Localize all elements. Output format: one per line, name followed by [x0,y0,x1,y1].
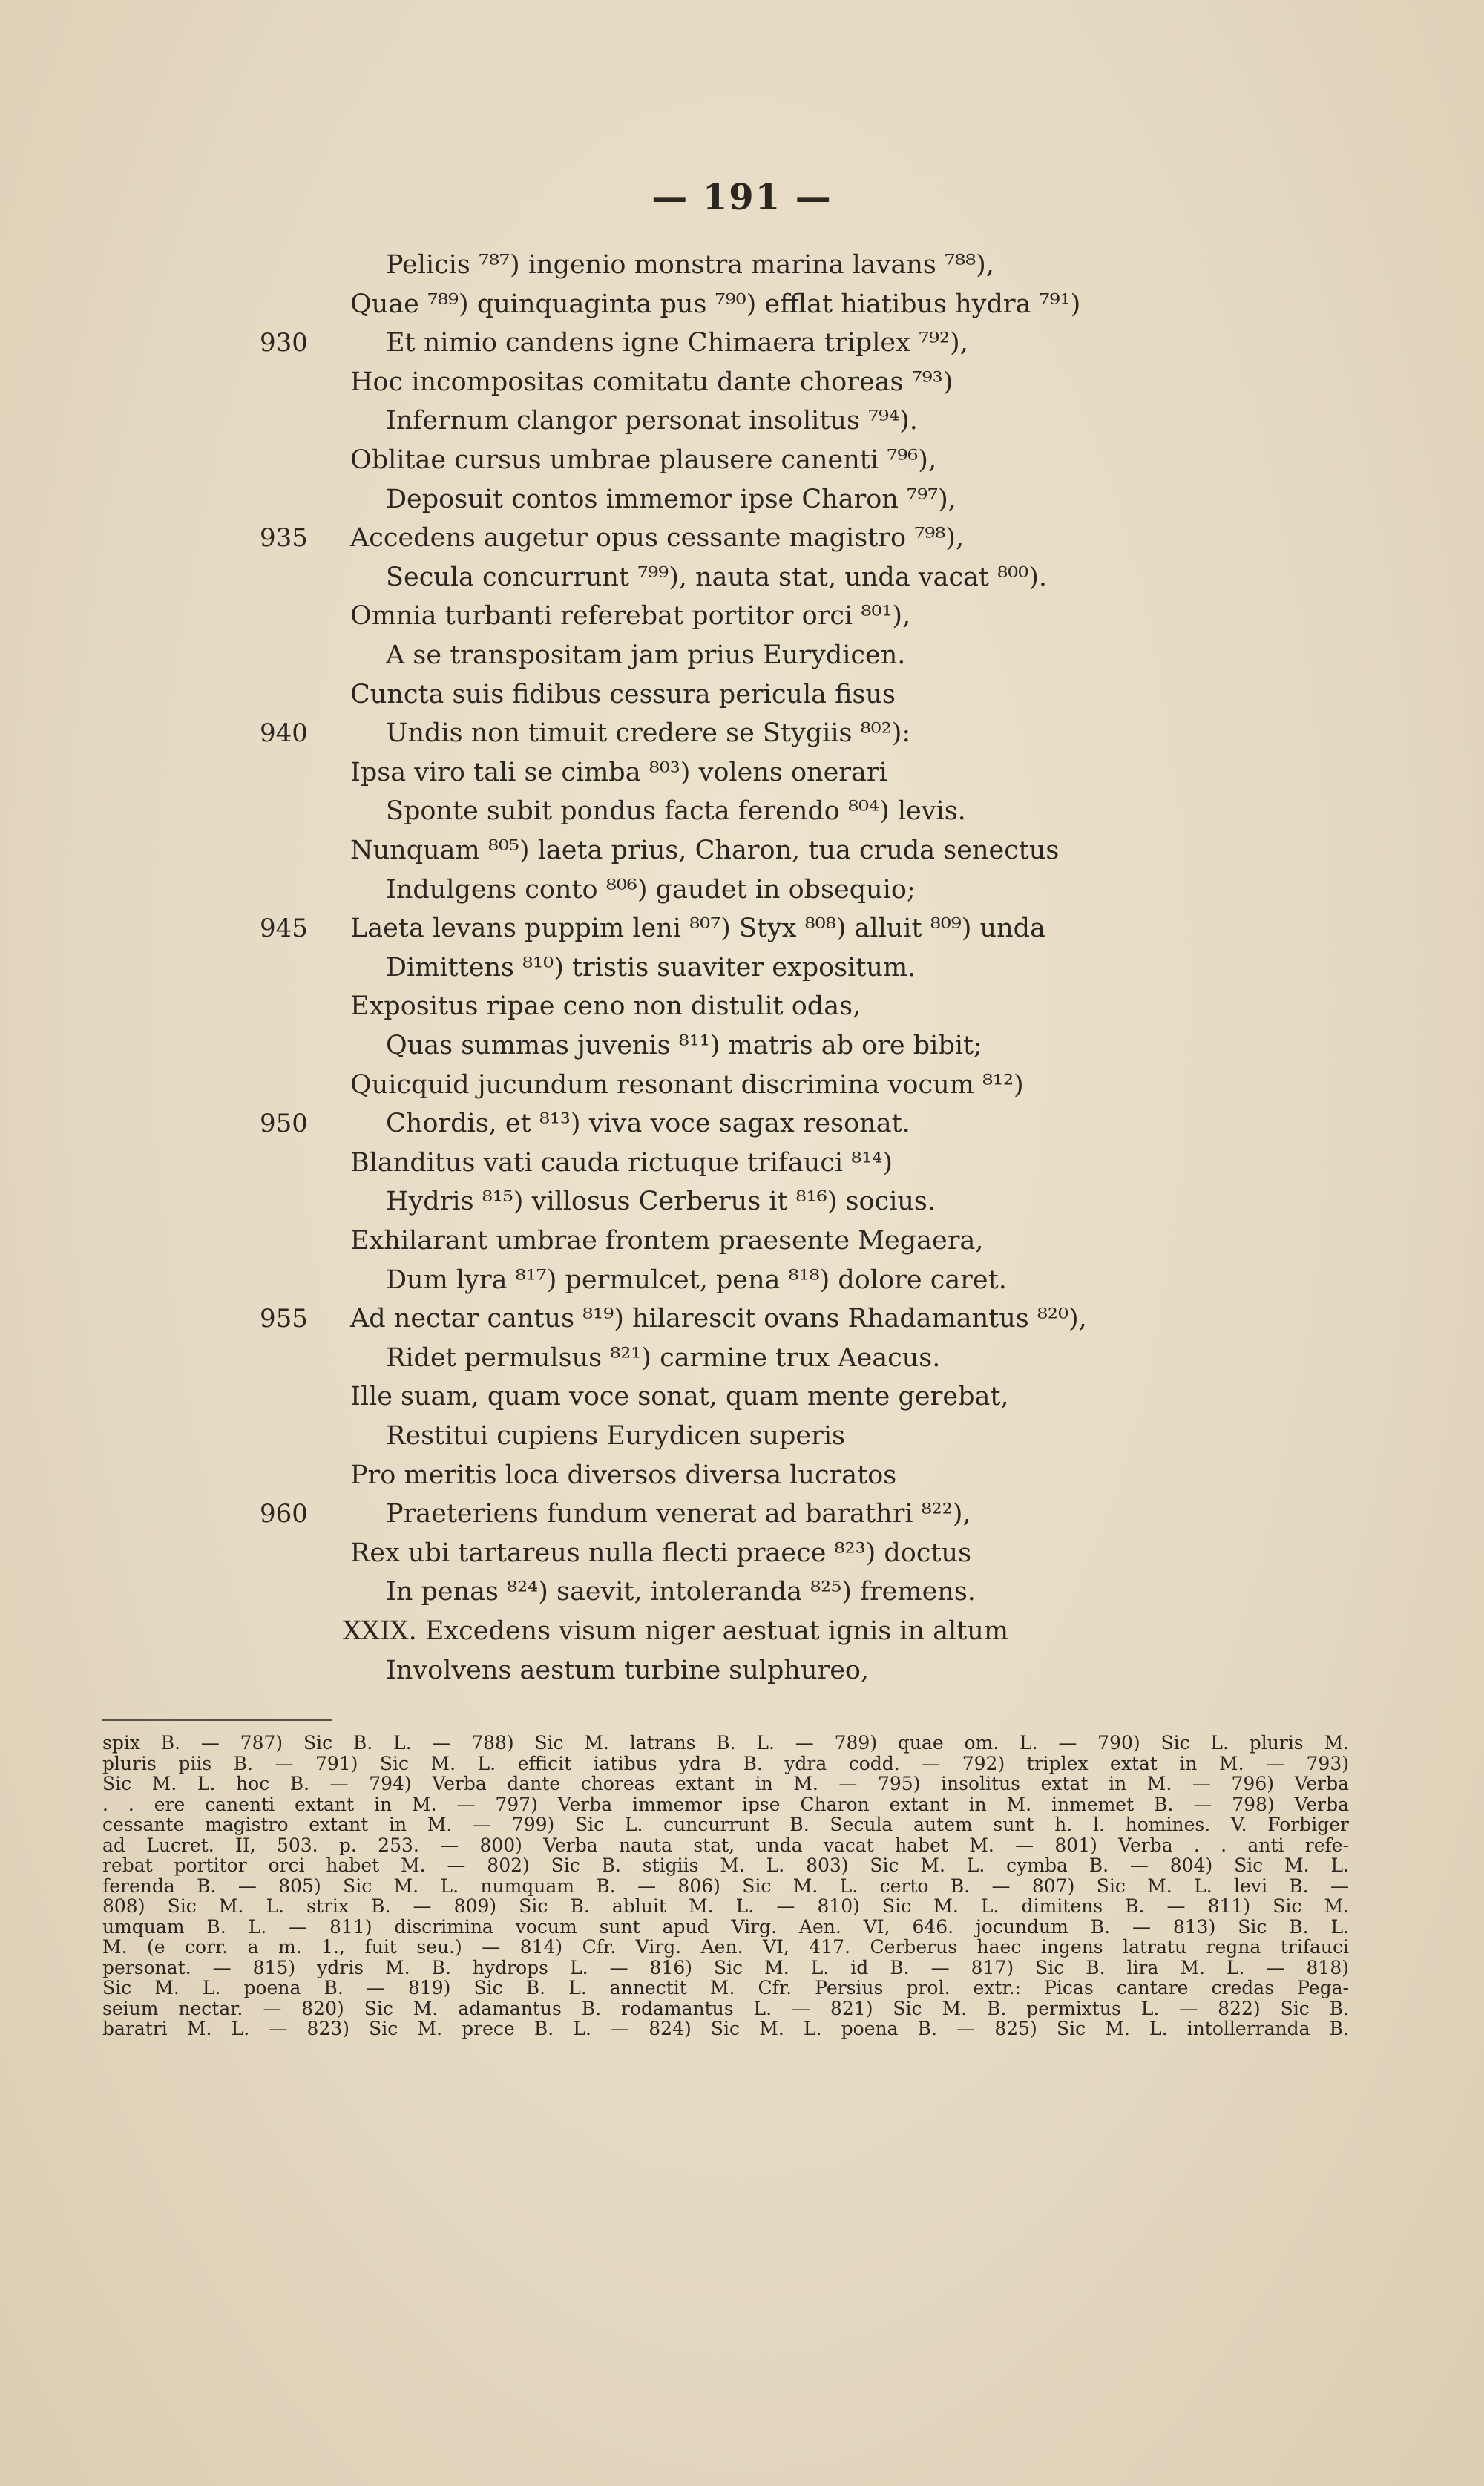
verse-line [0,908,1484,948]
verse-line [0,323,1484,363]
verse-line [0,518,1484,558]
line-number: 950 [260,1109,308,1139]
footnote-line: rebat portitor orci habet M. — 802) Sic B. stigiis M. L. 803) Sic M. L. cymba B. — 804) Sic M. L. [102,1855,1349,1876]
page-number: — 191 — [651,177,833,218]
verse-text: Quae ⁷⁸⁹) quinquaginta pus ⁷⁹⁰) efflat hiatibus hydra ⁷⁹¹) [350,289,1081,319]
verse-text: Expositus ripae ceno non distulit odas, [350,991,861,1022]
footnotes [102,1733,1349,2039]
verse-text: Indulgens conto ⁸⁰⁶) gaudet in obsequio; [386,874,916,905]
verse-line [0,1494,1484,1534]
footnote-line: 808) Sic M. L. strix B. — 809) Sic B. abluit M. L. — 810) Sic M. L. dimitens B. — 811) Sic M. [102,1896,1349,1917]
verse-text: Ille suam, quam voce sonat, quam mente gerebat, [350,1382,1009,1412]
footnote-line: . . ere canenti extant in M. — 797) Verba immemor ipse Charon extant in M. inmemet B. — 798) Verba [102,1794,1349,1814]
line-number: 930 [260,328,308,358]
verse-text: Hoc incompositas comitatu dante choreas ⁷⁹³) [350,367,953,397]
verse-line [0,752,1484,793]
footnote-line: umquam B. L. — 811) discrimina vocum sunt apud Virg. Aen. VI, 646. jocundum B. — 813) Sic B. L. [102,1916,1349,1937]
verse-line [0,870,1484,910]
verse-line [0,791,1484,831]
verse-text: Infernum clangor personat insolitus ⁷⁹⁴). [386,406,918,436]
footnote-line: pluris piis B. — 791) Sic M. L. efficit iatibus ydra B. ydra codd. — 792) triplex extat in M. — 793) [102,1753,1349,1774]
verse-line [0,1650,1484,1690]
verse-text: Nunquam ⁸⁰⁵) laeta prius, Charon, tua cruda senectus [350,836,1060,865]
verse-line [0,713,1484,753]
verse-text: Rex ubi tartareus nulla flecti praece ⁸²³) doctus [350,1538,972,1568]
verse-line [0,1299,1484,1339]
verse-line [0,1572,1484,1612]
verse-text: Ipsa viro tali se cimba ⁸⁰³) volens onerari [350,757,887,787]
verse-text: Deposuit contos immemor ipse Charon ⁷⁹⁷), [386,484,956,514]
footnote-line: Sic M. L. hoc B. — 794) Verba dante choreas extant in M. — 795) insolitus extat in M. — 796) Verba [102,1774,1349,1794]
verse-line [0,1065,1484,1105]
verse-text: Hydris ⁸¹⁵) villosus Cerberus it ⁸¹⁶) socius. [386,1187,936,1217]
verse-line [0,1455,1484,1495]
verse-text: Exhilarant umbrae frontem praesente Megaera, [350,1226,984,1256]
verse-line [0,675,1484,715]
verse-text: Restitui cupiens Eurydicen superis [386,1421,845,1451]
verse-text: Undis non timuit credere se Stygiis ⁸⁰²): [386,718,911,749]
verse-text: In penas ⁸²⁴) saevit, intoleranda ⁸²⁵) fremens. [386,1577,976,1607]
verse-line [0,1338,1484,1378]
verse-text: Omnia turbanti referebat portitor orci ⁸⁰¹), [350,601,911,632]
verse-line [0,1377,1484,1417]
verse-text: Oblitae cursus umbrae plausere canenti ⁷⁹⁶), [350,445,937,475]
verse-text: Dum lyra ⁸¹⁷) permulcet, pena ⁸¹⁸) dolore caret. [386,1265,1007,1295]
verse-text: Sponte subit pondus facta ferendo ⁸⁰⁴) levis. [386,796,966,827]
verse-line [0,1611,1484,1651]
verse-line [0,1143,1484,1183]
verse-line [0,440,1484,480]
verse-line [0,986,1484,1026]
line-number: 940 [260,718,308,749]
verse-text: Secula concurrunt ⁷⁹⁹), nauta stat, unda vacat ⁸⁰⁰). [386,562,1047,592]
verse-line [0,830,1484,870]
line-number: 955 [260,1304,308,1334]
verse-text: Accedens augetur opus cessante magistro ⁷⁹⁸), [350,523,965,554]
verse-line [0,245,1484,285]
verse-line [0,401,1484,441]
footnote-line: personat. — 815) ydris M. B. hydrops L. — 816) Sic M. L. id B. — 817) Sic B. lira M. L. — 818) [102,1957,1349,1978]
verse-line [0,1221,1484,1261]
verse-line [0,1260,1484,1300]
verse-text: A se transpositam jam prius Eurydicen. [386,640,906,670]
verse-line [0,1181,1484,1221]
footnote-line: cessante magistro extant in M. — 799) Sic L. cuncurrunt B. Secula autem sunt h. l. homines. V. Forbiger [102,1814,1349,1835]
verse-line [0,1533,1484,1573]
footnote-line: baratri M. L. — 823) Sic M. prece B. L. — 824) Sic M. L. poena B. — 825) Sic M. L. intollerranda B. [102,2018,1349,2039]
verse-line [0,557,1484,597]
verse-text: Pro meritis loca diversos diversa lucratos [350,1460,897,1490]
verse-text: Involvens aestum turbine sulphureo, [386,1655,870,1685]
verse-text: Ad nectar cantus ⁸¹⁹) hilarescit ovans Rhadamantus ⁸²⁰), [350,1304,1087,1334]
footnote-line: ad Lucret. II, 503. p. 253. — 800) Verba nauta stat, unda vacat habet M. — 801) Verba . . anti refe- [102,1834,1349,1855]
verse-text: Blanditus vati cauda rictuque trifauci ⁸¹⁴) [350,1147,893,1178]
line-number: 945 [260,914,308,944]
verse-text: Et nimio candens igne Chimaera triplex ⁷⁹²), [386,328,968,358]
line-number: 935 [260,523,308,554]
verse-text: Pelicis ⁷⁸⁷) ingenio monstra marina lavans ⁷⁸⁸), [386,250,994,280]
footnote-line: M. (e corr. a m. 1., fuit seu.) — 814) Cfr. Virg. Aen. VI, 417. Cerberus haec ingens latratu regna trifauci [102,1937,1349,1958]
verse-text: XXIX. Excedens visum niger aestuat ignis in altum [343,1616,1009,1646]
verse-text: Quicquid jucundum resonant discrimina vocum ⁸¹²) [350,1069,1024,1100]
verse-line [0,1026,1484,1066]
line-number: 960 [260,1499,308,1529]
footnote-line: seium nectar. — 820) Sic M. adamantus B. rodamantus L. — 821) Sic M. B. permixtus L. — 822) Sic B. [102,1998,1349,2018]
verse-line [0,635,1484,675]
verse-line [0,479,1484,519]
verse-text: Dimittens ⁸¹⁰) tristis suaviter expositum. [386,952,916,983]
verse-line [0,284,1484,324]
verse-text: Laeta levans puppim leni ⁸⁰⁷) Styx ⁸⁰⁸) alluit ⁸⁰⁹) unda [350,914,1045,944]
verse-text: Cuncta suis fidibus cessura pericula fisus [350,679,896,709]
footnote-line: ferenda B. — 805) Sic M. L. numquam B. — 806) Sic M. L. certo B. — 807) Sic M. L. levi B. — [102,1875,1349,1896]
footnote-rule [102,1719,332,1721]
verse-text: Ridet permulsus ⁸²¹) carmine trux Aeacus. [386,1342,941,1373]
verse-line [0,948,1484,988]
verse-text: Quas summas juvenis ⁸¹¹) matris ab ore bibit; [386,1031,982,1060]
verse-line [0,362,1484,402]
footnote-line: spix B. — 787) Sic B. L. — 788) Sic M. latrans B. L. — 789) quae om. L. — 790) Sic L. pluris M. [102,1733,1349,1754]
verse-line [0,1416,1484,1456]
verse-line [0,1103,1484,1144]
verse-text: Praeteriens fundum venerat ad barathri ⁸²²), [386,1499,971,1529]
verse-line [0,596,1484,636]
verse-text: Chordis, et ⁸¹³) viva voce sagax resonat. [386,1109,910,1139]
footnote-line: Sic M. L. poena B. — 819) Sic B. L. annectit M. Cfr. Persius prol. extr.: Picas cantare credas Pega- [102,1978,1349,1998]
